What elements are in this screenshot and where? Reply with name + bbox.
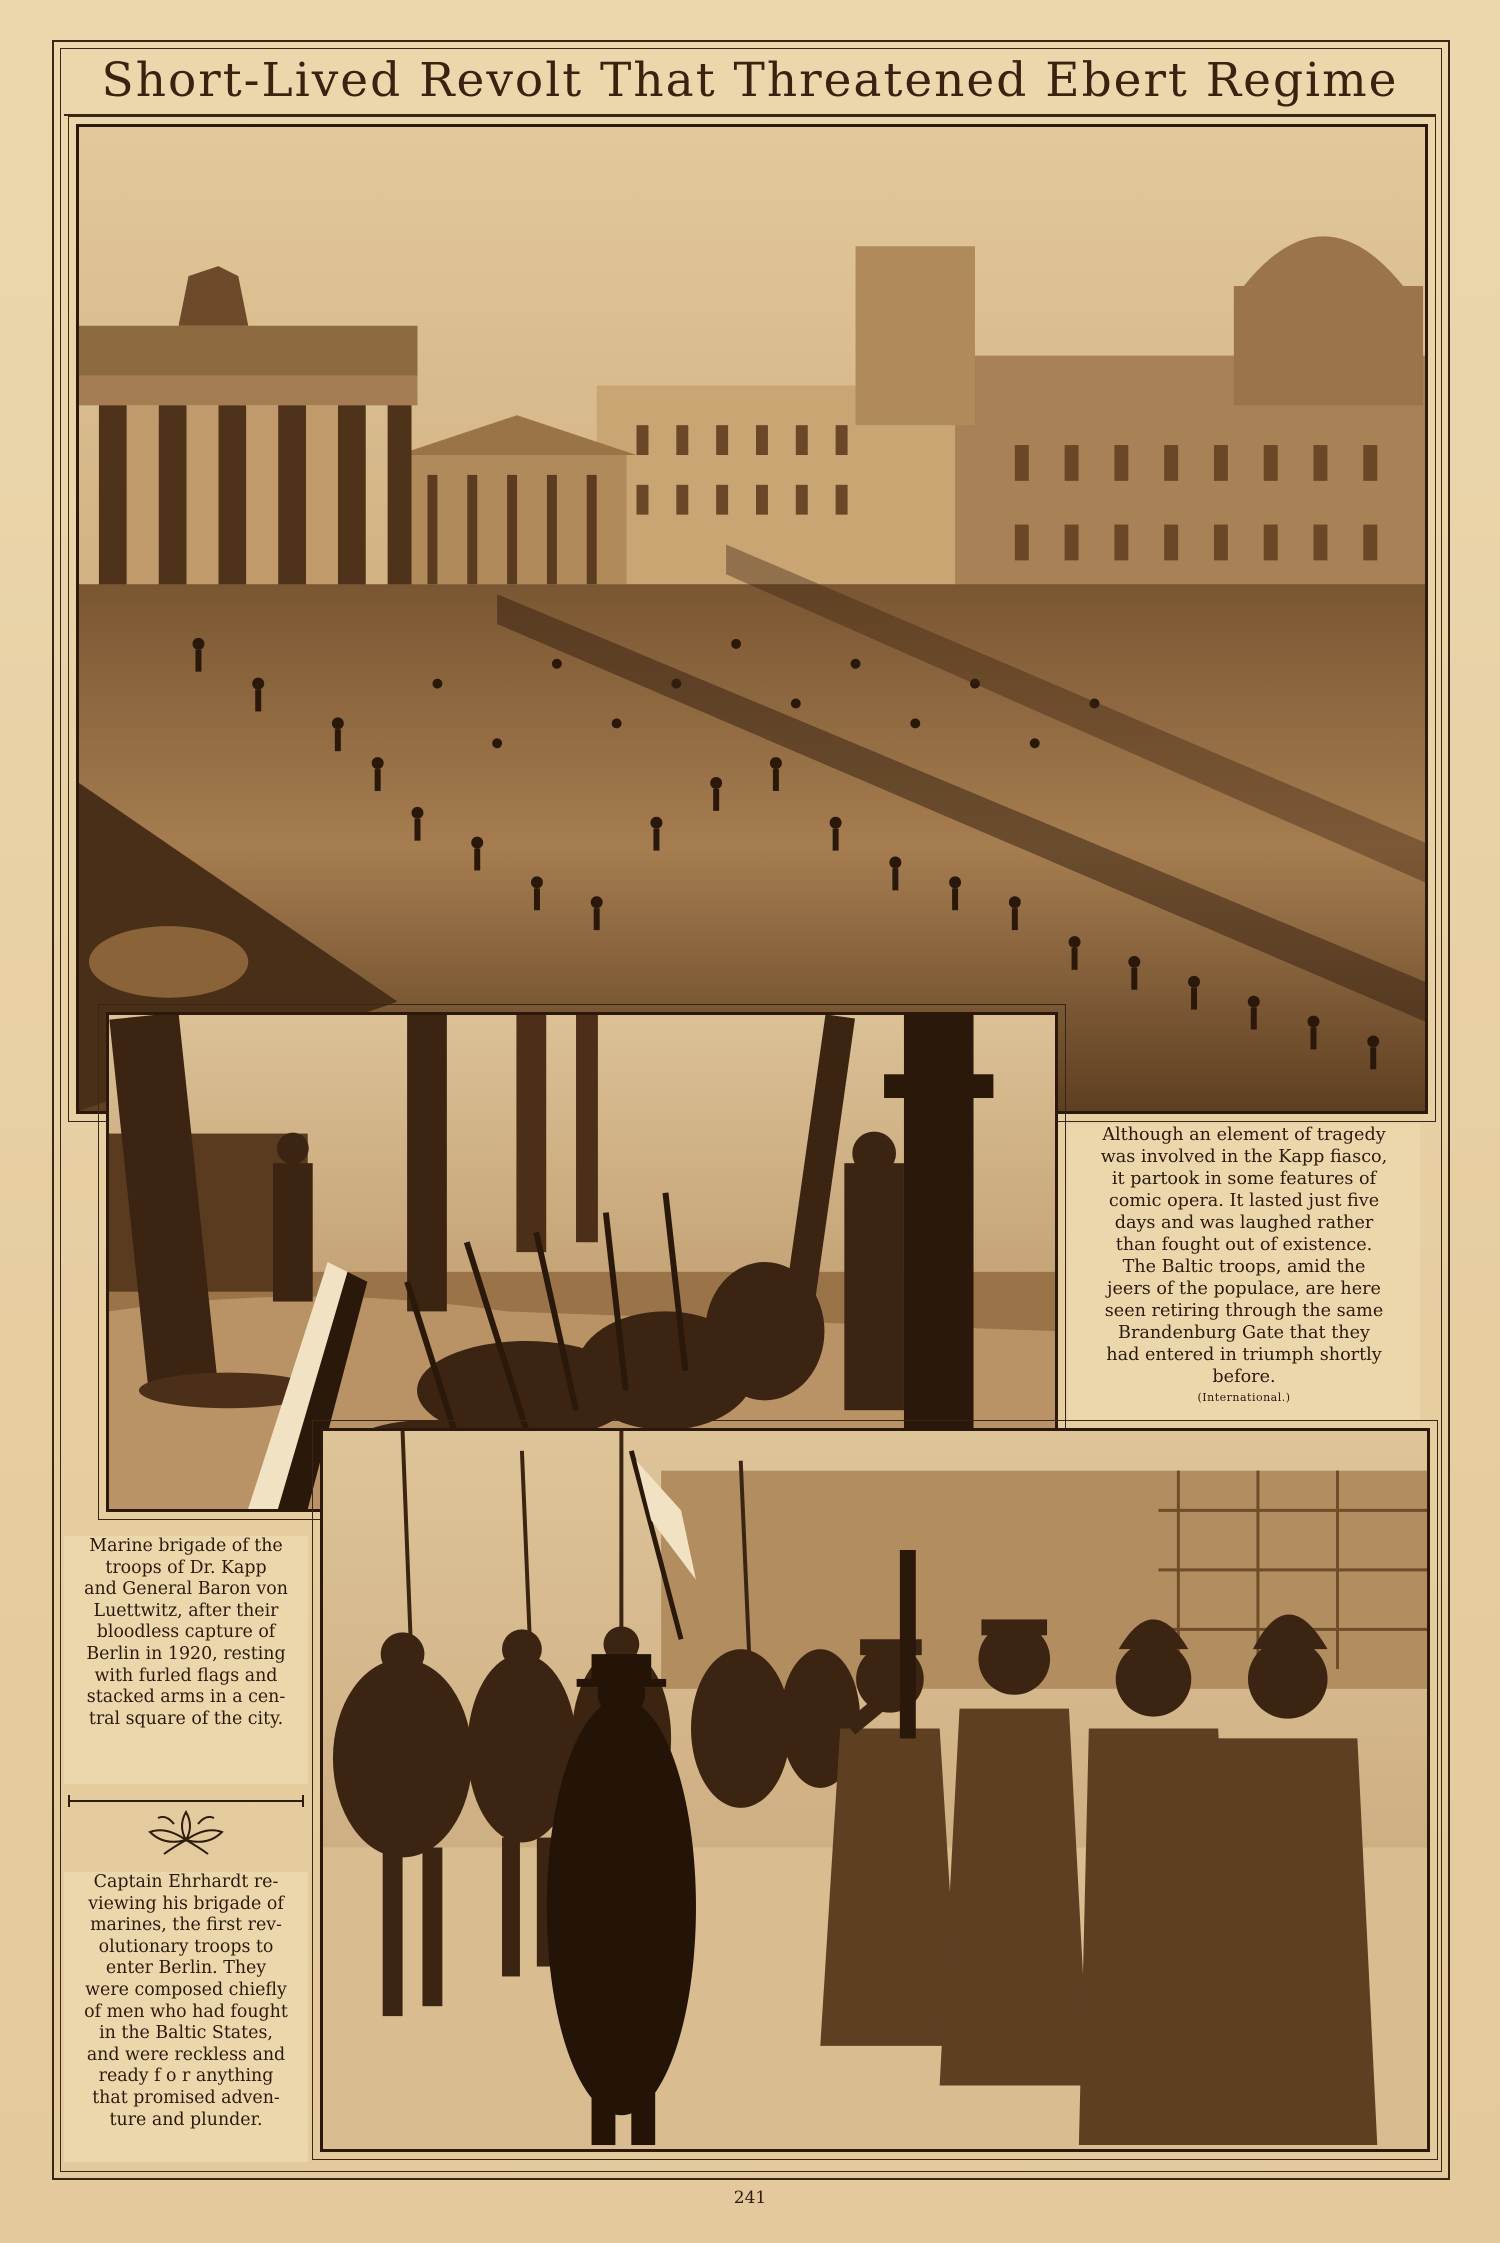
page-title: Short-Lived Revolt That Threatened Ebert Regime [101, 53, 1399, 108]
caption-line: with furled flags and [94, 1665, 278, 1686]
ehrhardt-review-photo [320, 1428, 1430, 2152]
brandenburg-gate-illustration [79, 127, 1425, 1111]
caption-line: in the Baltic States, [99, 2023, 273, 2044]
page-number: 241 [733, 2188, 767, 2208]
caption-ehrhardt [64, 1872, 308, 2162]
ornament-rule-end [68, 1795, 70, 1807]
caption-line: Captain Ehrhardt re- [93, 1872, 279, 1892]
brandenburg-gate-photo [76, 124, 1428, 1114]
photo-credit: (International.) [1197, 1391, 1291, 1404]
flower-icon [136, 1802, 236, 1856]
caption-line: before. [1212, 1367, 1276, 1387]
caption-line: comic opera. It lasted just five [1108, 1191, 1380, 1211]
caption-line: Marine brigade of the [89, 1536, 283, 1556]
caption-line: were composed chiefly [85, 1979, 287, 2000]
caption-marine-brigade-text [64, 1536, 308, 1730]
caption-line: than fought out of existence. [1115, 1235, 1373, 1255]
caption-line: stacked arms in a cen- [86, 1687, 286, 1708]
caption-line: enter Berlin. They [105, 1958, 267, 1979]
caption-line: and General Baron von [84, 1579, 288, 1600]
caption-line: marines, the first rev- [90, 1915, 282, 1936]
caption-line: bloodless capture of [96, 1622, 276, 1643]
floral-ornament [64, 1790, 308, 1860]
caption-line: days and was laughed rather [1114, 1213, 1374, 1233]
caption-line: Luettwitz, after their [93, 1600, 279, 1621]
caption-line: troops of Dr. Kapp [105, 1557, 267, 1578]
caption-line: was involved in the Kapp fiasco, [1100, 1147, 1388, 1167]
caption-line: Berlin in 1920, resting [86, 1643, 286, 1664]
caption-ehrhardt-text [64, 1872, 308, 2131]
caption-line: The Baltic troops, amid the [1122, 1257, 1366, 1277]
caption-line: of men who had fought [84, 2001, 288, 2022]
caption-line: olutionary troops to [98, 1936, 274, 1957]
caption-line: and were reckless and [86, 2044, 286, 2065]
caption-brandenburg-text [1068, 1124, 1420, 1388]
ehrhardt-review-illustration [323, 1431, 1427, 2149]
caption-line: tral square of the city. [88, 1708, 284, 1729]
caption-line: ready f o r anything [98, 2066, 274, 2087]
caption-brandenburg [1068, 1124, 1420, 1420]
ornament-rule-end [302, 1795, 304, 1807]
caption-line: jeers of the populace, are here [1107, 1279, 1381, 1299]
caption-line: had entered in triumph shortly [1106, 1345, 1382, 1365]
caption-line: ture and plunder. [109, 2109, 263, 2130]
caption-line: that promised adven- [92, 2087, 280, 2108]
caption-marine-brigade [64, 1536, 308, 1784]
caption-line: Brandenburg Gate that they [1118, 1323, 1370, 1343]
caption-line: seen retiring through the same [1104, 1301, 1384, 1321]
caption-line: it partook in some features of [1111, 1169, 1377, 1189]
caption-line: viewing his brigade of [88, 1893, 284, 1914]
caption-line: Although an element of tragedy [1102, 1125, 1386, 1145]
